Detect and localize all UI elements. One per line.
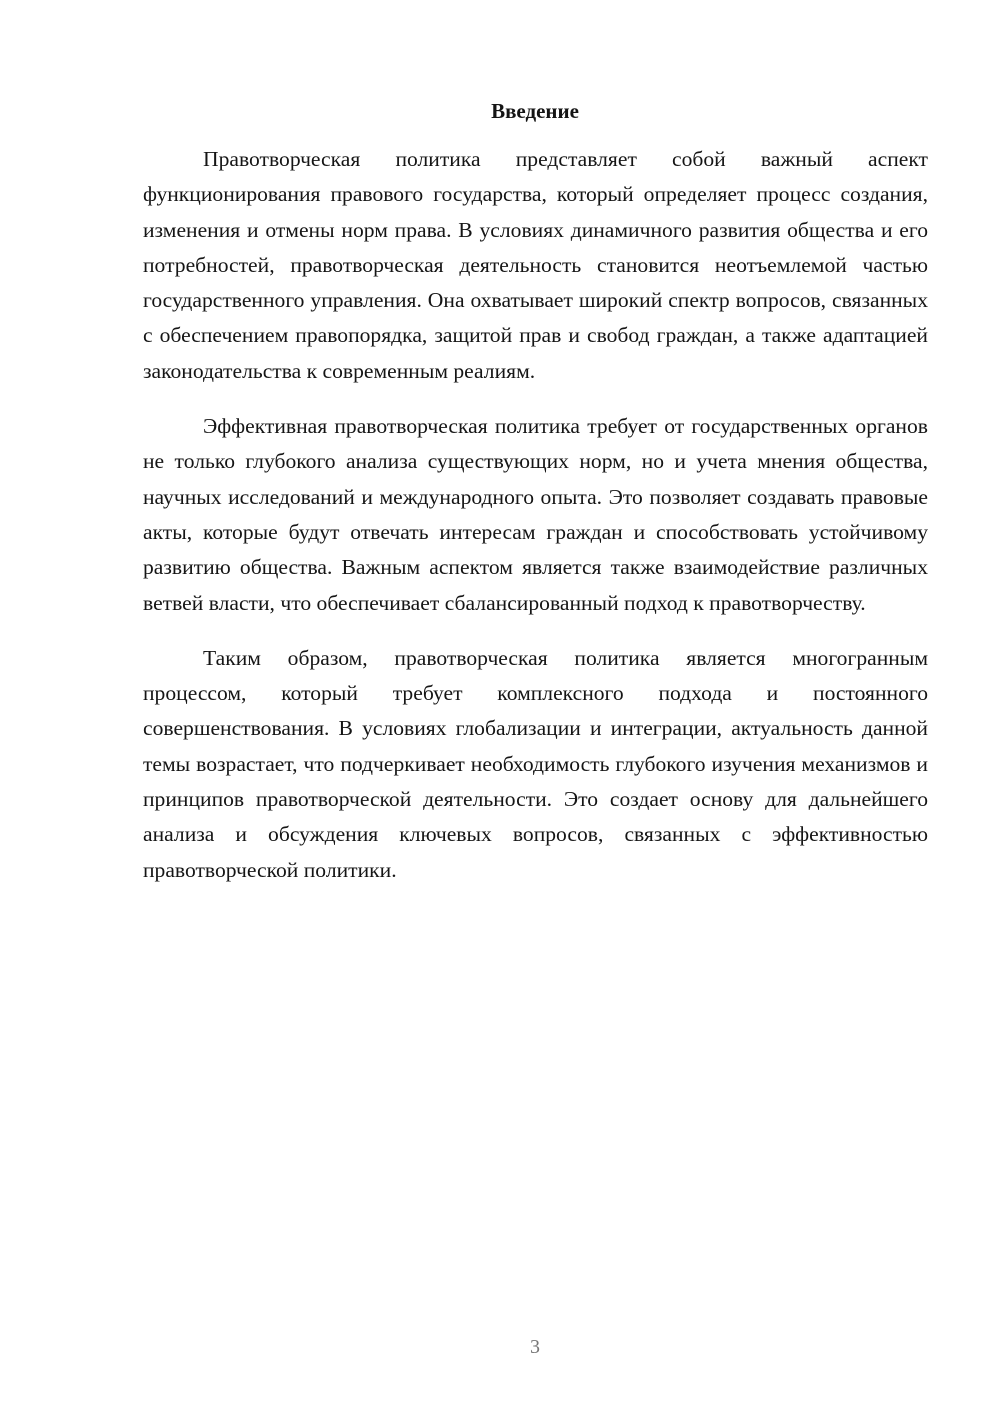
page-title: Введение [491, 99, 579, 123]
page-number: 3 [530, 1336, 540, 1358]
paragraph-3: Таким образом, правотворческая политика является многогранным процессом, который требует комплексного подхода и постоянного совершенствования. В условиях глобализации и интеграции, актуальность данной темы возрастает, что подчеркивает необходимость глубокого изучения механизмов и принципов правотворческой деятельности. Это создает основу для дальнейшего анализа и обсуждения ключевых вопросов, связанных с эффективностью правотворческой политики. [143, 645, 928, 882]
body-text [143, 142, 928, 908]
paragraph-2: Эффективная правотворческая политика требует от государственных органов не только глубокого анализа существующих норм, но и учета мнения общества, научных исследований и международного опыта. Это позволяет создавать правовые акты, которые будут отвечать интересам граждан и способствовать устойчивому развитию общества. Важным аспектом является также взаимодействие различных ветвей власти, что обеспечивает сбалансированный подход к правотворчеству. [143, 414, 928, 615]
paragraph-1: Правотворческая политика представляет собой важный аспект функционирования правового государства, который определяет процесс создания, изменения и отмены норм права. В условиях динамичного развития общества и его потребностей, правотворческая деятельность становится неотъемлемой частью государственного управления. Она охватывает широкий спектр вопросов, связанных с обеспечением правопорядка, защитой прав и свобод граждан, а также адаптацией законодательства к современным реалиям. [143, 147, 928, 383]
